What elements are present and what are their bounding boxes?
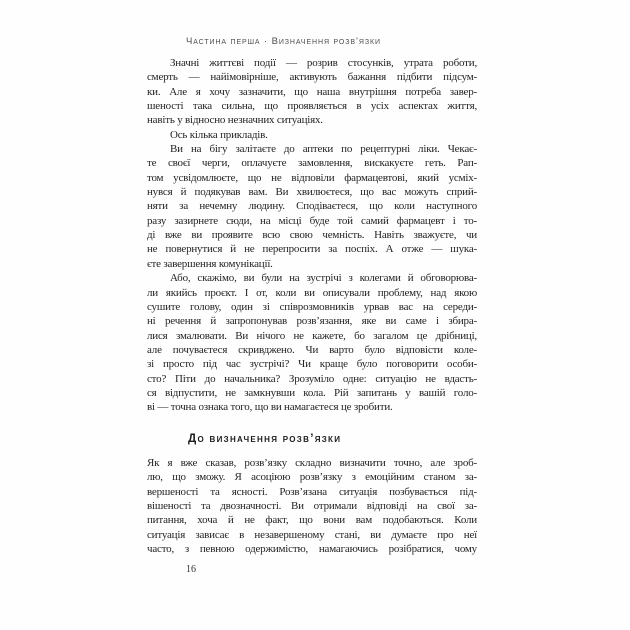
text-line: Значні життєві події — розрив стосунків, утрата роботи, [170,57,477,69]
text-line: зі просто під час зустрічі? Чи краще було поговорити особи- [147,358,477,371]
text-line: навіть у відносно незначних ситуаціях. [147,114,323,127]
text-line: вершеності та ясності. Розв’язана ситуація позбувається під- [147,485,477,498]
paragraph [147,142,477,271]
paragraph [147,456,477,556]
text-line: єте завершення комунікації. [147,257,273,270]
body-text-upper [147,56,477,415]
paragraph [147,56,477,128]
text-line: том усвідомлюєте, що не відповіли фармацевтові, який усміх- [147,171,477,184]
page-number: 16 [186,564,196,575]
text-line: Або, скажімо, ви були на зустрічі з колегами й обговорюва- [170,272,477,285]
text-line: няти за нечемну людину. Сподіваєтеся, що коли наступного [147,200,477,213]
text-line: ся відпустити, не замкнувши кола. Рій запитань у вашій голо- [147,386,477,399]
text-line: не повернутися й не перепросити за поспіх. А отже — шука- [147,243,477,256]
text-line: лися змалювати. Ви нічого не кажете, бо загалом це дрібниці, [147,329,477,342]
text-line: питання, хоча й не факт, що вони вам подобаються. Коли [147,514,477,527]
text-line: але почуваєтеся скривджено. Чи варто було відповісти коле- [147,343,477,356]
text-line: сушите голову, один зі співрозмовників урвав вас на середи- [147,300,477,313]
text-line: часто, з певною одержимістю, намагаючись розібратися, чому [147,543,477,556]
paragraph [147,271,477,414]
text-line: лю, що зможу. Я асоціюю розв’язку з емоційним станом за- [147,471,477,484]
text-line: шеності така сильна, що проявляється в усіх аспектах життя, [147,100,477,113]
body-text-lower [147,456,477,556]
text-line: ні речення й запропонував розв’язання, яке ви саме і збира- [147,315,477,328]
text-line: Ось кілька прикладів. [170,128,268,141]
paragraph [147,128,477,142]
running-head: Частина перша · Визначення розв’язки [186,36,381,47]
text-line: ситуація зависає в незавершеному стані, ви думаєте про неї [147,528,477,541]
text-line: сто? Піти до начальника? Зрозуміло одне: ситуацію не вдасть- [147,372,477,385]
text-line: ли якийсь проєкт. І от, коли ви описували проблему, над якою [147,286,477,299]
text-line: смерть — найімовірніше, активують бажання підбити підсум- [147,71,477,84]
text-line: ві — точна ознака того, що ви намагаєтеся це зробити. [147,401,393,414]
text-line: Як я вже сказав, розв’язку складно визначити точно, але зроб- [147,457,477,469]
text-line: Ви на бігу залітаєте до аптеки по рецептурні ліки. Чекає- [170,143,477,156]
text-line: нувся й подякував вам. Ви хвилюєтеся, що вас можуть сприй- [147,186,477,199]
text-line: те своєї черги, оплачуєте замовлення, вискакуєте геть. Рап- [147,157,477,170]
text-line: ки. Але я хочу зазначити, що наша внутрішня потреба завер- [147,85,477,98]
text-line: разу зазирнете сюди, на місці буде той самий фармацевт і то- [147,214,477,227]
text-line: ді вже ви проявите всю свою чемність. Навіть зважуєте, чи [147,229,477,242]
text-line: вішеності та двозначності. Ви отримали відповіді на свої за- [147,500,477,513]
section-heading: До визначення розв’язки [188,433,342,445]
